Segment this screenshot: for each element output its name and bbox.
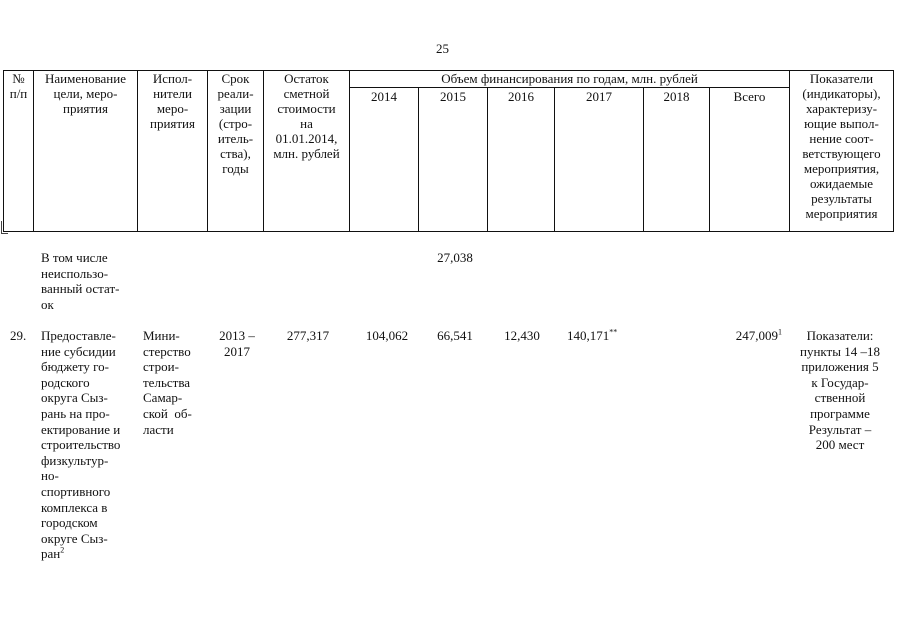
header-name: Наименование цели, меро- приятия — [34, 71, 138, 232]
header-executors: Испол- нители меро- приятия — [138, 71, 208, 232]
row-29-2015: 66,541 — [437, 328, 473, 343]
row-unused-name: В том числе неиспользо- ванный остат- ок — [41, 250, 120, 312]
row-29-name: Предоставле- ние субсидии бюджету го- родского округа Сыз- рань на про- ектирование и строительство физкультур- но- спортивного комплекса в городском округе Сыз- ран$^2$ — [41, 328, 121, 562]
row-29-indicators: Показатели: пункты 14 –18 приложения 5 к Государ- ственной программе Результат – 200 мест — [800, 328, 880, 453]
row-29-2017-footnote: ** — [609, 327, 618, 337]
header-indicators: Показатели (индикаторы), характеризу- ющие выпол- нение соот- ветствующего мероприятия, ожидаемые результаты мероприятия — [790, 71, 894, 232]
row-29-2017: 140,171** — [567, 327, 618, 343]
page-number: 25 — [436, 41, 449, 56]
header-remainder: Остаток сметной стоимости на 01.01.2014, млн. рублей — [264, 71, 350, 232]
row-29-total-footnote: 1 — [778, 327, 782, 337]
header-year-2017: 2017 — [555, 88, 644, 232]
row-29-num: 29. — [10, 328, 27, 343]
header-total: Всего — [710, 88, 790, 232]
header-year-2015: 2015 — [419, 88, 488, 232]
header-table — [3, 70, 894, 232]
header-funding-title: Объем финансирования по годам, млн. рублей — [350, 71, 790, 88]
header-year-2018: 2018 — [644, 88, 710, 232]
row-29-2014: 104,062 — [365, 328, 409, 343]
row-29-total: 247,009$^1$ — [735, 327, 782, 343]
header-year-2016: 2016 — [488, 88, 555, 232]
row-29-2016: 12,430 — [504, 328, 540, 343]
row-29-executor: Мини- стерство строи- тельства Самар- ской об- ласти — [143, 328, 192, 437]
row-29-remainder: 277,317 — [286, 328, 330, 343]
row-29-term: 2013 – 2017 — [219, 328, 255, 359]
header-term: Срок реали- зации (стро- итель- ства), годы — [208, 71, 264, 232]
row-29-name-footnote: 2 — [60, 545, 65, 555]
header-year-2014: 2014 — [350, 88, 419, 232]
row-unused-2015: 27,038 — [437, 250, 473, 265]
header-num: № п/п — [4, 71, 34, 232]
